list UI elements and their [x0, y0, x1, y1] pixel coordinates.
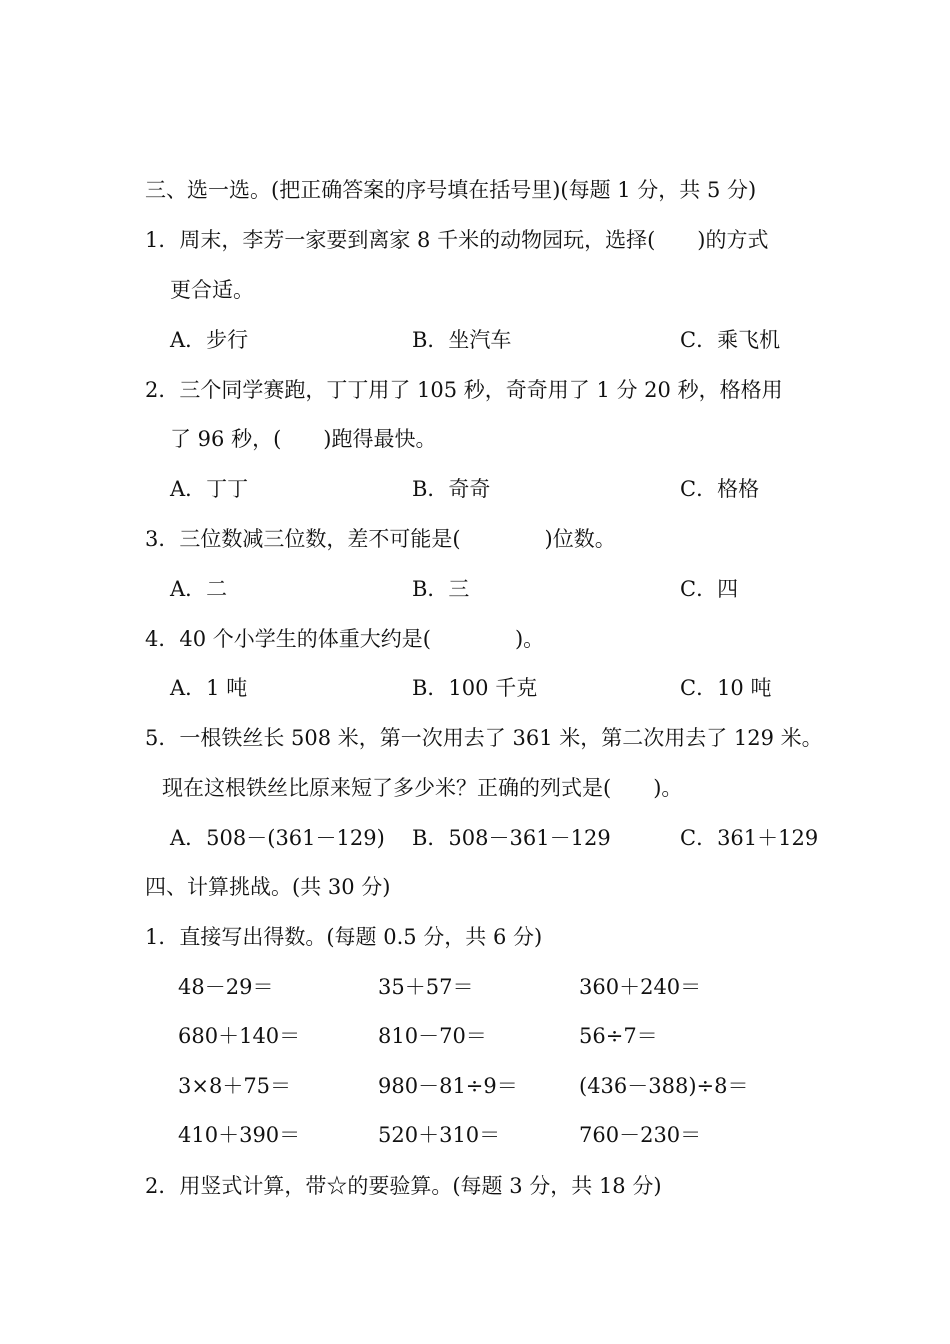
question-5-text: 5．一根铁丝长 508 米，第一次用去了 361 米，第二次用去了 129 米。 [145, 726, 823, 750]
question-1-text: 1．周末，李芳一家要到离家 8 千米的动物园玩，选择( )的方式 [145, 228, 769, 252]
question-5-option-a[interactable]: A．508－(361－129) [170, 826, 385, 850]
question-2-option-a[interactable]: A．丁丁 [170, 477, 249, 501]
calc-item: 810－70＝ [378, 1024, 487, 1048]
question-2-option-b[interactable]: B．奇奇 [412, 477, 491, 501]
section-4-q2-title: 2．用竖式计算，带☆的要验算。(每题 3 分，共 18 分) [145, 1174, 662, 1198]
question-3-option-b[interactable]: B．三 [412, 577, 470, 601]
calc-item: 680＋140＝ [178, 1024, 301, 1048]
calc-item: 410＋390＝ [178, 1123, 301, 1147]
question-4-text: 4．40 个小学生的体重大约是( )。 [145, 627, 545, 651]
question-4-option-c[interactable]: C．10 吨 [680, 676, 772, 700]
question-2-text: 2．三个同学赛跑，丁丁用了 105 秒，奇奇用了 1 分 20 秒，格格用 [145, 378, 783, 402]
question-1-text-cont: 更合适。 [170, 278, 254, 302]
section-4-title: 四、计算挑战。(共 30 分) [145, 875, 391, 899]
question-4-option-b[interactable]: B．100 千克 [412, 676, 538, 700]
calc-item: 360＋240＝ [579, 975, 702, 999]
calc-item: 56÷7＝ [579, 1024, 658, 1048]
calc-item: 760－230＝ [579, 1123, 702, 1147]
question-5-option-c[interactable]: C．361＋129 [680, 826, 819, 850]
section-4-q1-title: 1．直接写出得数。(每题 0.5 分，共 6 分) [145, 925, 543, 949]
question-2-text-cont: 了 96 秒，( )跑得最快。 [170, 427, 437, 451]
calc-item: 3×8＋75＝ [178, 1074, 292, 1098]
question-5-option-b[interactable]: B．508－361－129 [412, 826, 611, 850]
question-1-option-a[interactable]: A．步行 [170, 328, 249, 352]
calc-item: 48－29＝ [178, 975, 274, 999]
question-3-option-a[interactable]: A．二 [170, 577, 228, 601]
question-1-option-c[interactable]: C．乘飞机 [680, 328, 781, 352]
question-2-option-c[interactable]: C．格格 [680, 477, 760, 501]
question-3-option-c[interactable]: C．四 [680, 577, 739, 601]
question-5-text-cont: 现在这根铁丝比原来短了多少米？正确的列式是( )。 [162, 776, 683, 800]
question-3-text: 3．三位数减三位数，差不可能是( )位数。 [145, 527, 616, 551]
question-1-option-b[interactable]: B．坐汽车 [412, 328, 512, 352]
calc-item: 980－81÷9＝ [378, 1074, 518, 1098]
calc-item: 520＋310＝ [378, 1123, 501, 1147]
calc-item: (436－388)÷8＝ [579, 1074, 749, 1098]
calc-item: 35＋57＝ [378, 975, 474, 999]
question-4-option-a[interactable]: A．1 吨 [170, 676, 248, 700]
section-3-title: 三、选一选。(把正确答案的序号填在括号里)(每题 1 分，共 5 分) [145, 178, 757, 202]
